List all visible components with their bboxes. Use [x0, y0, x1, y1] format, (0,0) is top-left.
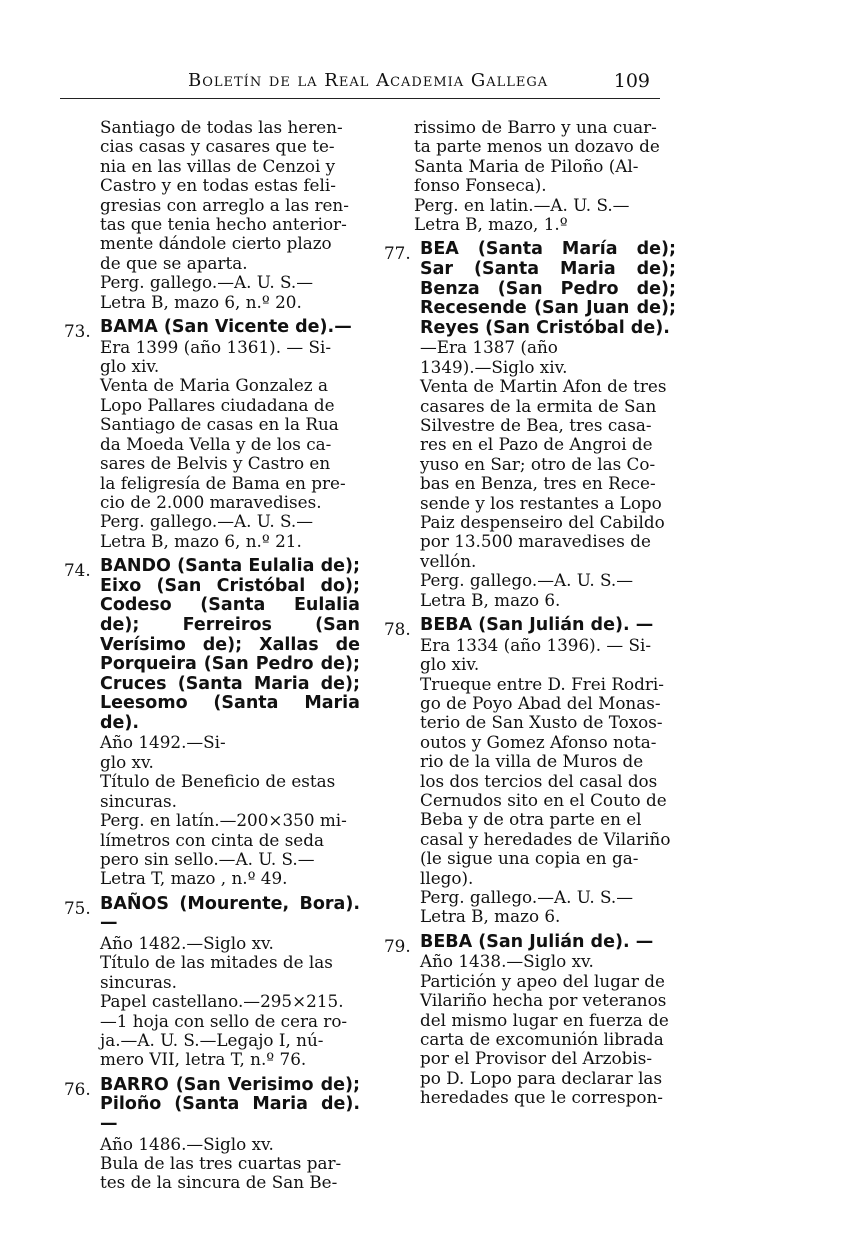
text-line: Beba y de otra parte en el — [420, 809, 642, 830]
text-line: Año 1486.—Siglo xv. — [100, 1133, 274, 1154]
text-line: Era 1334 (año 1396). — Si- — [420, 634, 652, 655]
text-line: Perg. gallego.—A. U. S.— — [100, 272, 314, 293]
entry-heading: BEBA (San Julián de). — — [420, 931, 654, 952]
entry-body — [100, 733, 360, 888]
entry-body — [420, 338, 676, 610]
text-line: carta de excomunión librada — [420, 1029, 664, 1049]
text-line: Letra B, mazo 6. — [420, 906, 561, 927]
entry-heading: BARRO (San Verisimo de); Piloño (Santa Maria de). — — [100, 1074, 360, 1134]
text-line: por 13.500 maravedises de — [420, 531, 651, 552]
entry-number: 79. — [384, 935, 411, 956]
text-line: gresias con arreglo a las ren- — [100, 194, 349, 215]
catalog-entry — [64, 557, 360, 889]
text-line: Santiago de casas en la Rua — [100, 414, 339, 435]
continuation-text — [384, 118, 676, 234]
text-line: por el Provisor del Arzobis- — [420, 1048, 653, 1069]
text-line: Castro y en todas estas feli- — [100, 175, 336, 196]
text-line: heredades que le correspon- — [420, 1087, 663, 1108]
text-line: outos y Gomez Afonso nota- — [420, 731, 657, 752]
entry-body — [100, 934, 360, 1070]
entry-number: 74. — [64, 560, 91, 581]
catalog-entry — [64, 318, 360, 551]
catalog-entry — [384, 933, 676, 1108]
text-line: Letra B, mazo 6, n.º 21. — [100, 530, 302, 551]
text-line: Venta de Maria Gonzalez a — [100, 375, 328, 396]
text-line: Lopo Pallares ciudadana de — [100, 394, 335, 415]
text-line: mente dándole cierto plazo — [100, 233, 332, 254]
text-line: del mismo lugar en fuerza de — [420, 1009, 669, 1030]
text-line: Vilariño hecha por veteranos — [420, 990, 667, 1011]
text-line: la feligresía de Bama en pre- — [100, 472, 346, 493]
entry-body — [420, 636, 676, 927]
text-line: Año 1482.—Siglo xv. — [100, 932, 274, 953]
text-line: rio de la villa de Muros de — [420, 751, 644, 772]
text-line: Partición y apeo del lugar de — [420, 970, 665, 991]
text-line: Letra B, mazo 6. — [420, 589, 561, 610]
running-header — [60, 70, 660, 100]
text-line: 1349).—Siglo xiv. — [420, 356, 568, 377]
right-column — [384, 118, 676, 1114]
entry-heading: BAÑOS (Mourente, Bora).— — [100, 893, 360, 934]
left-entries — [64, 318, 360, 1193]
text-line: los dos tercios del casal dos — [420, 770, 658, 791]
text-line: cias casas y casares que te- — [100, 136, 335, 157]
text-line: —Era 1387 (año — [420, 337, 558, 358]
text-line: terio de San Xusto de Toxos- — [420, 712, 663, 733]
entry-body — [420, 952, 676, 1107]
entry-body — [100, 338, 360, 551]
text-line: Trueque entre D. Frei Rodri- — [420, 673, 664, 694]
text-line: Venta de Martin Afon de tres — [420, 376, 667, 397]
text-line: pero sin sello.—A. U. S.— — [100, 848, 315, 869]
continuation-text — [64, 118, 360, 312]
text-line: Perg. gallego.—A. U. S.— — [420, 886, 634, 907]
catalog-entry — [384, 616, 676, 927]
text-line: fonso Fonseca). — [414, 175, 547, 196]
catalog-entry — [384, 240, 676, 610]
text-line: glo xv. — [100, 751, 154, 772]
text-line: Santa Maria de Piloño (Al- — [414, 155, 639, 176]
text-line: glo xiv. — [420, 654, 480, 675]
text-line: rissimo de Barro y una cuar- — [414, 117, 657, 137]
right-entries — [384, 240, 676, 1107]
left-column — [64, 118, 360, 1199]
text-line: da Moeda Vella y de los ca- — [100, 433, 332, 454]
text-line: sincuras. — [100, 971, 177, 992]
journal-title: Boletín de la Real Academia Gallega — [188, 70, 549, 91]
entry-body — [100, 1135, 360, 1193]
entry-heading: BANDO (Santa Eulalia de); Eixo (San Cristóbal do); Codeso (Santa Eulalia de); Ferreiros (San Verísimo de); Xallas de Porqueira (San Pedro de); Cruces (Santa Maria de); Leesomo (Santa Maria de). — [100, 556, 360, 733]
text-line: Silvestre de Bea, tres casa- — [420, 415, 652, 436]
catalog-entry — [64, 1076, 360, 1193]
text-line: Santiago de todas las heren- — [100, 117, 343, 137]
text-line: go de Poyo Abad del Monas- — [420, 692, 661, 713]
text-line: Perg. en latin.—A. U. S.— — [414, 194, 630, 215]
text-line: glo xiv. — [100, 356, 160, 377]
text-line: Letra B, mazo, 1.º — [414, 214, 568, 235]
page-number: 109 — [613, 70, 650, 92]
text-line: sares de Belvis y Castro en — [100, 453, 331, 474]
text-line: mero VII, letra T, n.º 76. — [100, 1049, 307, 1070]
header-rule — [60, 98, 660, 99]
entry-heading: BAMA (San Vicente de).— — [100, 317, 352, 338]
text-line: Título de Beneficio de estas — [100, 771, 336, 792]
text-line: ja.—A. U. S.—Legajo I, nú- — [100, 1029, 324, 1050]
text-line: Título de las mitades de las — [100, 952, 333, 973]
text-line: po D. Lopo para declarar las — [420, 1067, 663, 1088]
catalog-entry — [64, 895, 360, 1070]
text-line: Perg. gallego.—A. U. S.— — [100, 511, 314, 532]
text-line: tes de la sincura de San Be- — [100, 1172, 338, 1193]
text-line: ta parte menos un dozavo de — [414, 136, 660, 157]
text-line: Año 1492.—Si- — [100, 732, 226, 753]
text-line: Era 1399 (año 1361). — Si- — [100, 336, 332, 357]
text-line: Paiz despenseiro del Cabildo — [420, 512, 665, 533]
text-line: llego). — [420, 867, 474, 888]
text-line: Perg. gallego.—A. U. S.— — [420, 570, 634, 591]
text-line: Perg. en latín.—200×350 mi- — [100, 810, 347, 831]
entry-number: 75. — [64, 897, 91, 918]
text-line: bas en Benza, tres en Rece- — [420, 473, 656, 494]
text-line: sende y los restantes a Lopo — [420, 492, 662, 513]
text-line: yuso en Sar; otro de las Co- — [420, 453, 656, 474]
text-line: res en el Pazo de Angroi de — [420, 434, 653, 455]
text-line: vellón. — [420, 550, 477, 571]
text-line: Letra T, mazo , n.º 49. — [100, 868, 288, 889]
text-line: nia en las villas de Cenzoi y — [100, 155, 336, 176]
text-line: Cernudos sito en el Couto de — [420, 789, 667, 810]
text-line: (le sigue una copia en ga- — [420, 848, 639, 869]
text-line: Papel castellano.—295×215. — [100, 991, 344, 1012]
entry-number: 76. — [64, 1078, 91, 1099]
text-line: Bula de las tres cuartas par- — [100, 1152, 342, 1173]
text-line: límetros con cinta de seda — [100, 829, 324, 850]
text-line: —1 hoja con sello de cera ro- — [100, 1010, 348, 1031]
entry-heading: BEA (Santa María de); Sar (Santa Maria de); Benza (San Pedro de); Recesende (San Juan de); Reyes (San Cristóbal de). — [420, 239, 676, 338]
entry-number: 78. — [384, 619, 411, 640]
text-line: Letra B, mazo 6, n.º 20. — [100, 291, 302, 312]
text-line: casal y heredades de Vilariño — [420, 828, 671, 849]
entry-number: 77. — [384, 243, 411, 264]
text-line: casares de la ermita de San — [420, 395, 657, 416]
text-line: cio de 2.000 maravedises. — [100, 491, 322, 512]
text-line: de que se aparta. — [100, 252, 248, 273]
text-line: Año 1438.—Siglo xv. — [420, 951, 594, 972]
text-line: sincuras. — [100, 790, 177, 811]
entry-number: 73. — [64, 321, 91, 342]
text-line: tas que tenia hecho anterior- — [100, 214, 347, 235]
entry-heading: BEBA (San Julián de). — — [420, 615, 654, 636]
